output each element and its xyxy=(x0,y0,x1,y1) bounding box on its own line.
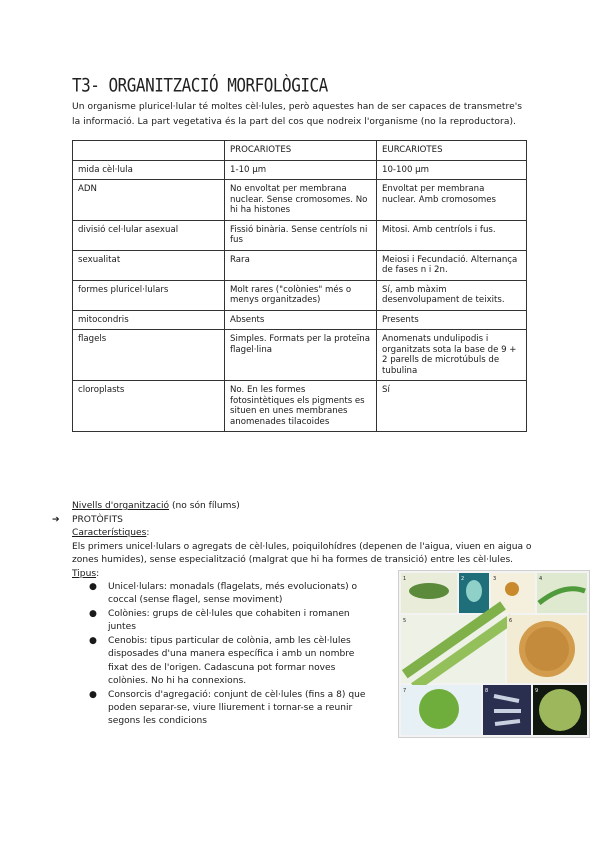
table-header-row xyxy=(73,141,527,161)
section-heading-note: (no són fílums) xyxy=(169,501,240,511)
list-item: ● Colònies: grups de cèl·lules que cohabiten i romanen juntes xyxy=(89,609,350,633)
table-row xyxy=(73,310,527,330)
arrow-icon: ➔ xyxy=(52,514,60,525)
table-cell: Presents xyxy=(377,310,527,330)
intro-paragraph: Un organisme pluricel·lular té moltes cèl·lules, però aquestes han de ser capaces de transmetre's la informació. La part vegetativa és la part del cos que nodreix l'organisme (no la reproductora). xyxy=(72,102,523,127)
protofits-title: PROTÒFITS xyxy=(72,514,123,525)
types-list xyxy=(72,581,372,729)
panel-number: 7 xyxy=(403,688,407,694)
photo-panel xyxy=(537,573,587,613)
table-cell: mitocondris xyxy=(73,310,225,330)
table-row xyxy=(73,180,527,221)
table-cell: Mitosi. Amb centríols i fus. xyxy=(377,220,527,250)
characteristics-label: Característiques: xyxy=(72,528,150,538)
table-cell: No. En les formes fotosintètiques els pigments es situen en unes membranes anomenades tilacoides xyxy=(225,381,377,432)
bullet-icon: ● xyxy=(89,582,97,592)
panel-number: 3 xyxy=(493,576,497,582)
table-cell: ADN xyxy=(73,180,225,221)
bullet-icon: ● xyxy=(89,636,97,647)
table-cell: 1-10 µm xyxy=(225,160,377,180)
table-header-cell xyxy=(73,141,225,161)
table-cell: Sí xyxy=(377,381,527,432)
table-cell: Anomenats undulipodis i organitzats sota la base de 9 + 2 parells de microtúbuls de tubulina xyxy=(377,330,527,381)
panel-number: 9 xyxy=(535,688,539,694)
table-row xyxy=(73,250,527,280)
table-cell: cloroplasts xyxy=(73,381,225,432)
comparison-table xyxy=(72,140,527,432)
cell-shape xyxy=(525,627,569,671)
page-title: T3- ORGANITZACIÓ MORFOLÒGICA xyxy=(72,74,328,96)
table-cell: Envoltat per membrana nuclear. Amb cromosomes xyxy=(377,180,527,221)
table-row xyxy=(73,280,527,310)
table-cell: 10-100 µm xyxy=(377,160,527,180)
table-header-cell: PROCARIOTES xyxy=(225,141,377,161)
table-cell: Rara xyxy=(225,250,377,280)
table-cell: Simples. Formats per la proteïna flagel·lina xyxy=(225,330,377,381)
table-cell: Meiosi i Fecundació. Alternança de fases n i 2n. xyxy=(377,250,527,280)
table-cell: mida cèl·lula xyxy=(73,160,225,180)
cell-shape xyxy=(539,689,581,731)
table-cell: divisió cel·lular asexual xyxy=(73,220,225,250)
cell-shape xyxy=(505,582,519,596)
list-item: ● Cenobis: tipus particular de colònia, amb les cèl·lules disposades d'una manera específica i amb un nombre fixat des de l'origen. Cadascuna pot formar noves colònies. No hi ha connexions. xyxy=(89,636,355,687)
photo-panel xyxy=(401,615,505,683)
cell-shape xyxy=(409,583,449,599)
panel-number: 6 xyxy=(509,618,513,624)
panel-number: 2 xyxy=(461,576,465,582)
cell-shape xyxy=(419,689,459,729)
table-cell: sexualitat xyxy=(73,250,225,280)
table-row xyxy=(73,160,527,180)
protophyta-photo-collage xyxy=(398,570,590,738)
list-item: ● Unicel·lulars: monadals (flagelats, més evolucionats) o coccal (sense flagel, sense moviment) xyxy=(89,582,358,606)
panel-number: 4 xyxy=(539,576,543,582)
section-heading xyxy=(72,500,532,514)
panel-number: 1 xyxy=(403,576,407,582)
table-row xyxy=(73,381,527,432)
types-label: Tipus: xyxy=(72,568,100,579)
list-item: ● Consorcis d'agregació: conjunt de cèl·lules (fins a 8) que poden separar-se, viure lliurement i tornar-se a reunir segons les condicions xyxy=(89,689,366,727)
table-cell: Molt rares ("colònies" més o menys organitzades) xyxy=(225,280,377,310)
characteristics-text: Els primers unicel·lulars o agregats de cèl·lules, poiquilohídres (depenen de l'aigua, viuen en aigua o zones humides), sense especialització (malgrat que hi ha formes de transició) entre les cèl·lules. xyxy=(72,541,532,565)
table-cell: Fissió binària. Sense centríols ni fus xyxy=(225,220,377,250)
table-cell: Sí, amb màxim desenvolupament de teixits. xyxy=(377,280,527,310)
bullet-icon: ● xyxy=(89,609,97,620)
table-cell: No envoltat per membrana nuclear. Sense cromosomes. No hi ha histones xyxy=(225,180,377,221)
section-heading-title: Nivells d'organització xyxy=(72,501,170,511)
panel-number: 5 xyxy=(403,618,407,624)
cell-shape xyxy=(466,580,482,602)
panel-number: 8 xyxy=(485,688,489,694)
table-cell: formes pluricel·lulars xyxy=(73,280,225,310)
table-header-cell: EURCARIOTES xyxy=(377,141,527,161)
table-row xyxy=(73,220,527,250)
table-cell: Absents xyxy=(225,310,377,330)
table-cell: flagels xyxy=(73,330,225,381)
bullet-icon: ● xyxy=(89,689,97,700)
table-row xyxy=(73,330,527,381)
protofits-heading xyxy=(52,514,532,528)
